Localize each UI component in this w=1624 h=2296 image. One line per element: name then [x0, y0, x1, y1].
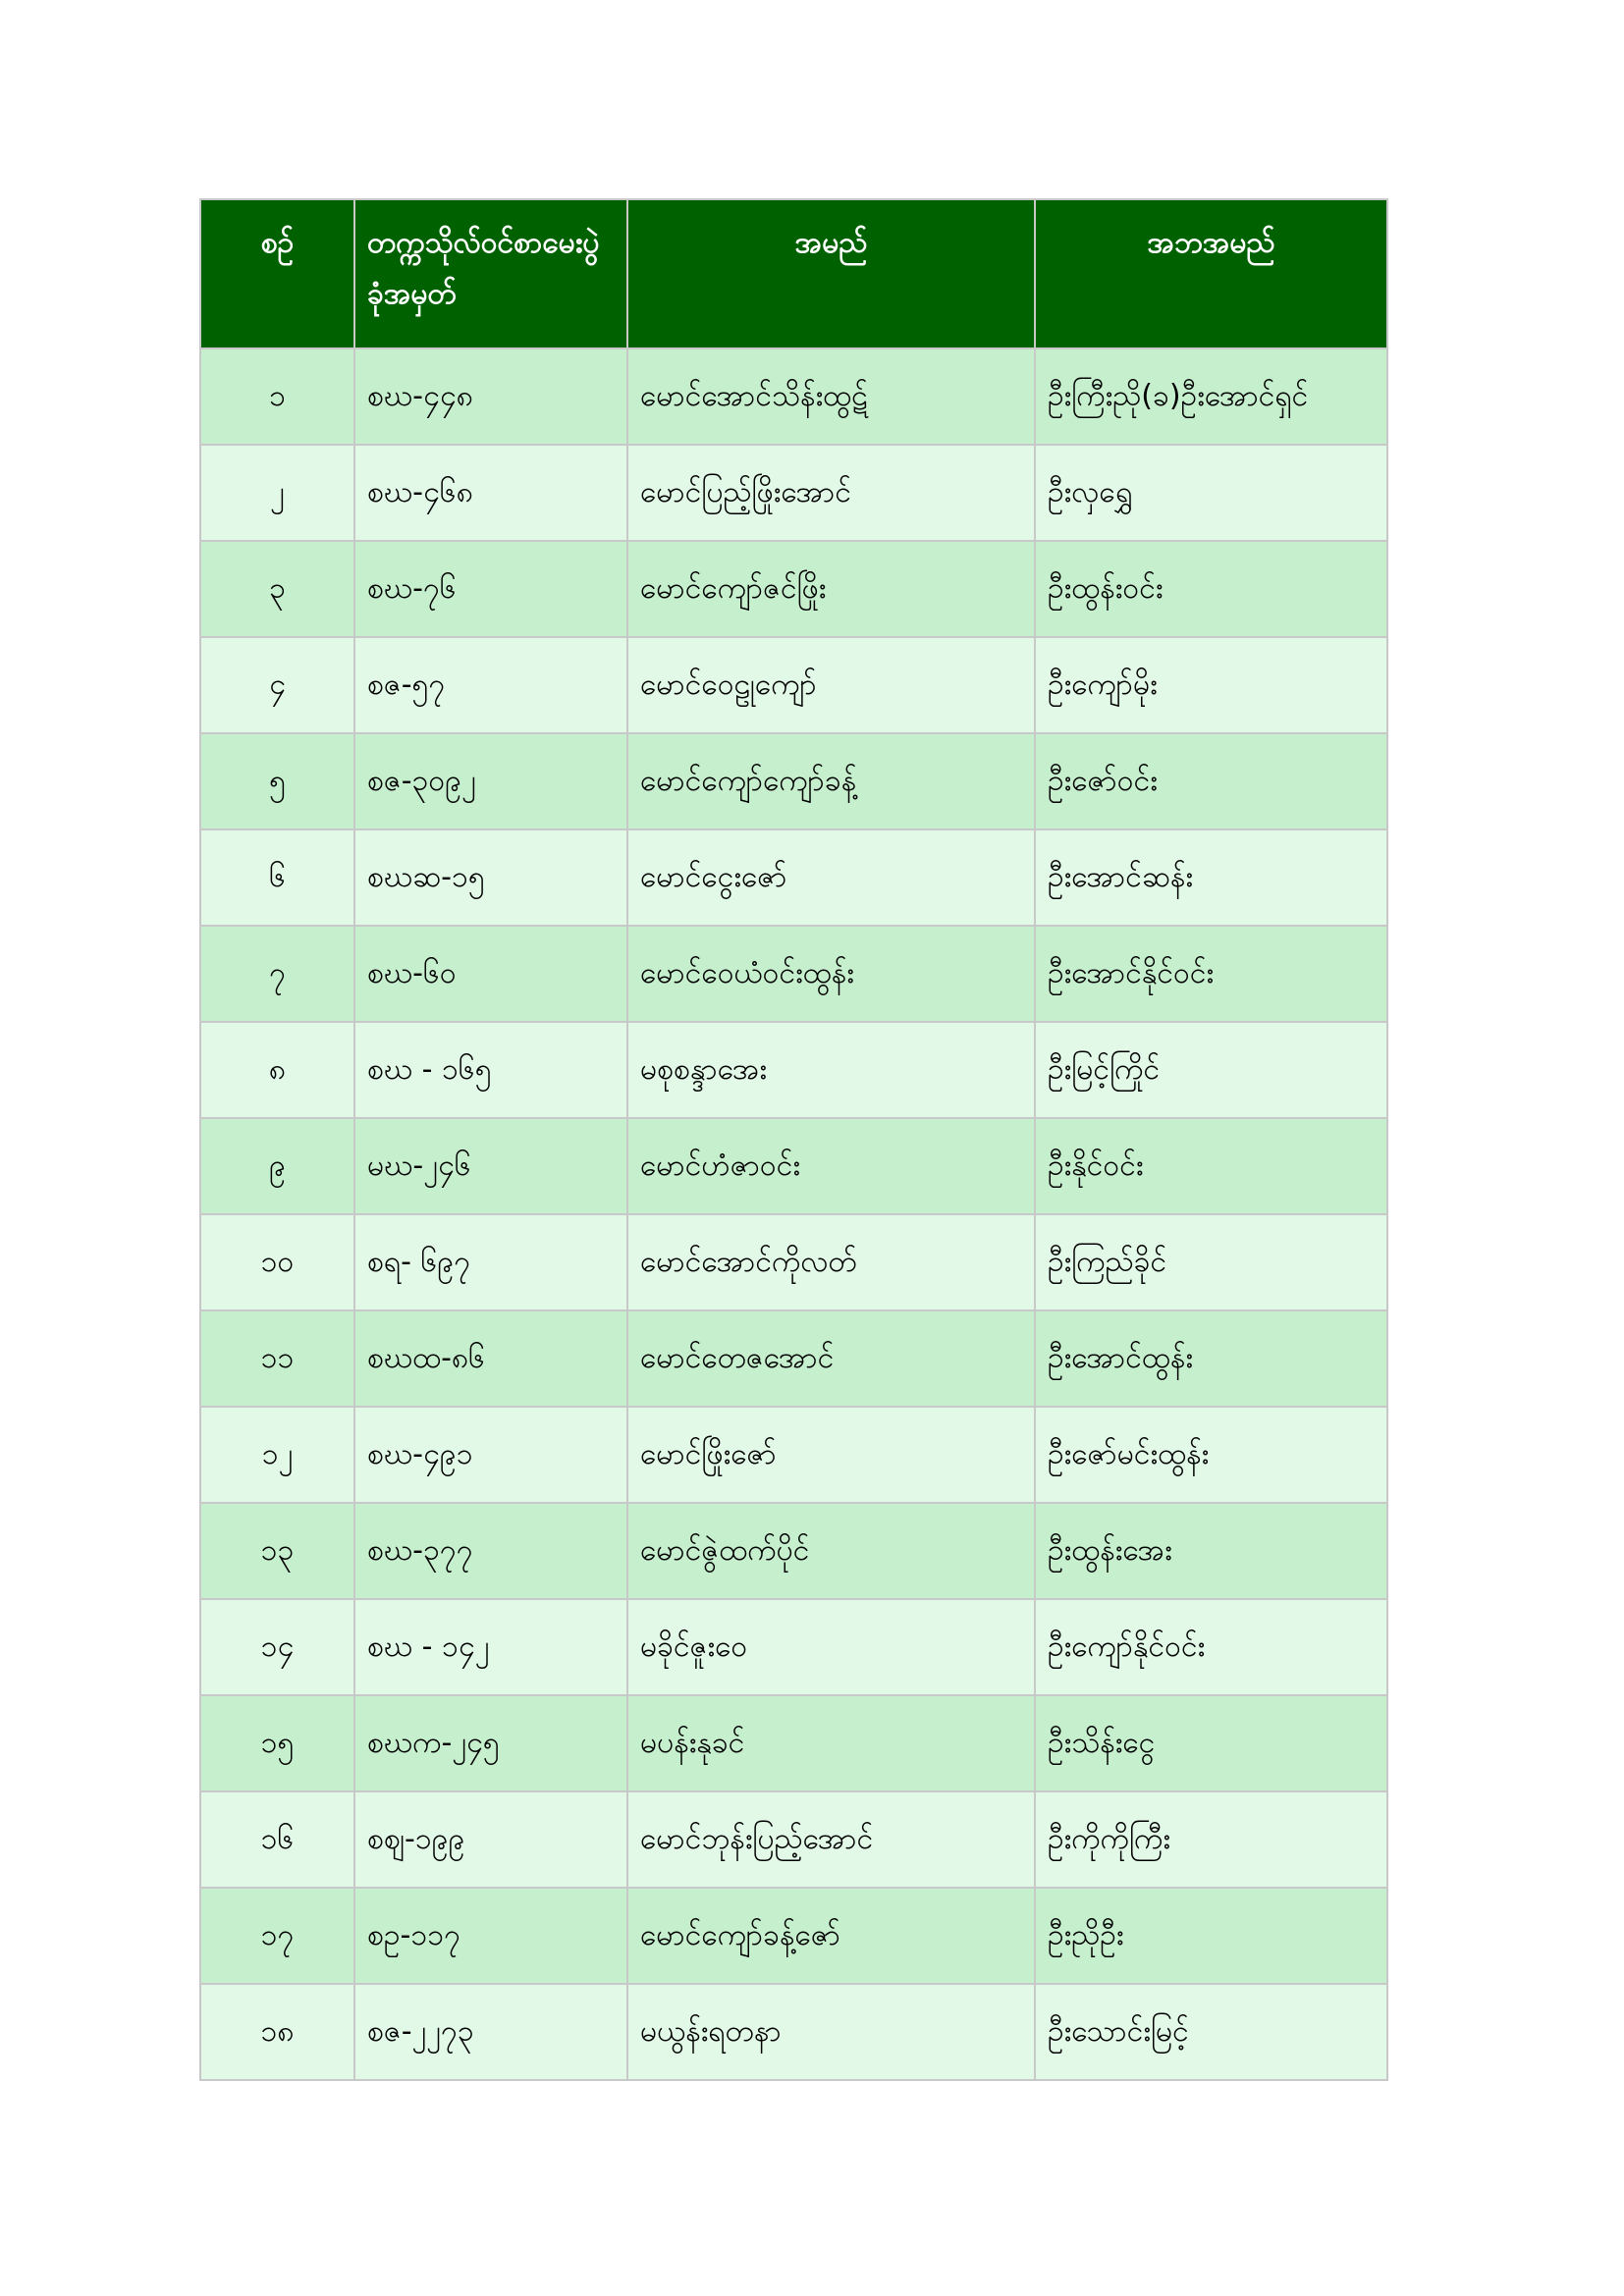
- header-serial-number: စဉ်: [200, 199, 354, 348]
- cell-father-name: ဦးဇော်မင်းထွန်း: [1035, 1407, 1387, 1503]
- cell-serial-number: ၁၂: [200, 1407, 354, 1503]
- cell-father-name: ဦးကြီးညို(ခ)ဦးအောင်ရှင်: [1035, 348, 1387, 445]
- cell-exam-seat-number: စဇ-၂၂၇၃: [354, 1984, 627, 2080]
- cell-serial-number: ၁၅: [200, 1695, 354, 1791]
- cell-father-name: ဦးညိုဦး: [1035, 1888, 1387, 1984]
- cell-exam-seat-number: စဃ - ၁၄၂: [354, 1599, 627, 1695]
- table-body: [200, 348, 1387, 2080]
- cell-father-name: ဦးနိုင်ဝင်း: [1035, 1118, 1387, 1214]
- cell-exam-seat-number: စဃထ-၈၆: [354, 1310, 627, 1407]
- cell-father-name: ဦးထွန်းဝင်း: [1035, 541, 1387, 637]
- cell-father-name: ဦးကျော်နိုင်ဝင်း: [1035, 1599, 1387, 1695]
- cell-father-name: ဦးကျော်မိုး: [1035, 637, 1387, 733]
- cell-father-name: ဦးအောင်နိုင်ဝင်း: [1035, 926, 1387, 1022]
- table-row: [200, 637, 1387, 733]
- header-father-name: အဘအမည်: [1035, 199, 1387, 348]
- cell-serial-number: ၁၃: [200, 1503, 354, 1599]
- cell-exam-seat-number: စဇ-၅၇: [354, 637, 627, 733]
- cell-exam-seat-number: စရ- ၆၉၇: [354, 1214, 627, 1310]
- cell-serial-number: ၁၇: [200, 1888, 354, 1984]
- table-row: [200, 1118, 1387, 1214]
- cell-serial-number: ၁၁: [200, 1310, 354, 1407]
- cell-serial-number: ၅: [200, 733, 354, 829]
- table-row: [200, 1984, 1387, 2080]
- cell-father-name: ဦးသိန်းငွေ: [1035, 1695, 1387, 1791]
- header-exam-seat-number: တက္ကသိုလ်ဝင်စာမေးပွဲ ခုံအမှတ်: [354, 199, 627, 348]
- cell-exam-seat-number: စဃဆ-၁၅: [354, 829, 627, 926]
- cell-name: မောင်ဇွဲထက်ပိုင်: [627, 1503, 1035, 1599]
- cell-name: မောင်ကျော်ဇင်ဖြိုး: [627, 541, 1035, 637]
- cell-name: မောင်အောင်ကိုလတ်: [627, 1214, 1035, 1310]
- table-row: [200, 1503, 1387, 1599]
- cell-serial-number: ၁: [200, 348, 354, 445]
- cell-name: မခိုင်ဇူးဝေ: [627, 1599, 1035, 1695]
- table-row: [200, 1888, 1387, 1984]
- cell-father-name: ဦးကြည်ခိုင်: [1035, 1214, 1387, 1310]
- table-row: [200, 1214, 1387, 1310]
- cell-name: မပန်းနုခင်: [627, 1695, 1035, 1791]
- cell-father-name: ဦးလှရွှေ: [1035, 445, 1387, 541]
- cell-exam-seat-number: စဃ-၆၀: [354, 926, 627, 1022]
- table-row: [200, 1022, 1387, 1118]
- table-row: [200, 1407, 1387, 1503]
- cell-serial-number: ၃: [200, 541, 354, 637]
- cell-exam-seat-number: စဃ-၄၉၁: [354, 1407, 627, 1503]
- table-row: [200, 733, 1387, 829]
- cell-name: မောင်ကျော်ကျော်ခန့်: [627, 733, 1035, 829]
- cell-father-name: ဦးကိုကိုကြီး: [1035, 1791, 1387, 1888]
- cell-exam-seat-number: စဃ-၄၄၈: [354, 348, 627, 445]
- cell-name: မောင်တေဇအောင်: [627, 1310, 1035, 1407]
- cell-serial-number: ၁၈: [200, 1984, 354, 2080]
- cell-father-name: ဦးမြင့်ကြိုင်: [1035, 1022, 1387, 1118]
- table-row: [200, 541, 1387, 637]
- cell-serial-number: ၁၀: [200, 1214, 354, 1310]
- cell-serial-number: ၁၄: [200, 1599, 354, 1695]
- cell-name: မောင်ကျော်ခန့်ဇော်: [627, 1888, 1035, 1984]
- cell-serial-number: ၁၆: [200, 1791, 354, 1888]
- cell-name: မစုစန္ဒာအေး: [627, 1022, 1035, 1118]
- header-row: [200, 199, 1387, 348]
- cell-father-name: ဦးအောင်ထွန်း: [1035, 1310, 1387, 1407]
- cell-father-name: ဦးဇော်ဝင်း: [1035, 733, 1387, 829]
- cell-father-name: ဦးသောင်းမြင့်: [1035, 1984, 1387, 2080]
- cell-exam-seat-number: စဃ-၃၇၇: [354, 1503, 627, 1599]
- table-row: [200, 1310, 1387, 1407]
- cell-name: မယွန်းရတနာ: [627, 1984, 1035, 2080]
- cell-exam-seat-number: စဃက-၂၄၅: [354, 1695, 627, 1791]
- cell-exam-seat-number: စဃ - ၁၆၅: [354, 1022, 627, 1118]
- cell-name: မောင်ဖြိုးဇော်: [627, 1407, 1035, 1503]
- cell-exam-seat-number: စဃ-၇၆: [354, 541, 627, 637]
- results-table: [199, 198, 1388, 2081]
- cell-name: မောင်အောင်သိန်းထွဋ်: [627, 348, 1035, 445]
- cell-father-name: ဦးအောင်ဆန်း: [1035, 829, 1387, 926]
- cell-serial-number: ၉: [200, 1118, 354, 1214]
- cell-name: မောင်ဘုန်းပြည့်အောင်: [627, 1791, 1035, 1888]
- table-row: [200, 348, 1387, 445]
- cell-name: မောင်ဟံဇာဝင်း: [627, 1118, 1035, 1214]
- table-row: [200, 1791, 1387, 1888]
- cell-serial-number: ၈: [200, 1022, 354, 1118]
- cell-name: မောင်ဝေယံဝင်းထွန်း: [627, 926, 1035, 1022]
- table-row: [200, 926, 1387, 1022]
- cell-serial-number: ၄: [200, 637, 354, 733]
- cell-serial-number: ၇: [200, 926, 354, 1022]
- header-name: အမည်: [627, 199, 1035, 348]
- cell-name: မောင်ဝေဠုကျော်: [627, 637, 1035, 733]
- cell-name: မောင်ငွေးဇော်: [627, 829, 1035, 926]
- cell-name: မောင်ပြည့်ဖြိုးအောင်: [627, 445, 1035, 541]
- table-row: [200, 445, 1387, 541]
- cell-serial-number: ၆: [200, 829, 354, 926]
- table-row: [200, 1695, 1387, 1791]
- cell-father-name: ဦးထွန်းအေး: [1035, 1503, 1387, 1599]
- cell-exam-seat-number: စဇ-၃၀၉၂: [354, 733, 627, 829]
- cell-exam-seat-number: စဃ-၄၆၈: [354, 445, 627, 541]
- table-row: [200, 1599, 1387, 1695]
- cell-exam-seat-number: စဈ-၁၉၉: [354, 1791, 627, 1888]
- table-header: [200, 199, 1387, 348]
- cell-serial-number: ၂: [200, 445, 354, 541]
- cell-exam-seat-number: မဃ-၂၄၆: [354, 1118, 627, 1214]
- cell-exam-seat-number: စဥ-၁၁၇: [354, 1888, 627, 1984]
- table-row: [200, 829, 1387, 926]
